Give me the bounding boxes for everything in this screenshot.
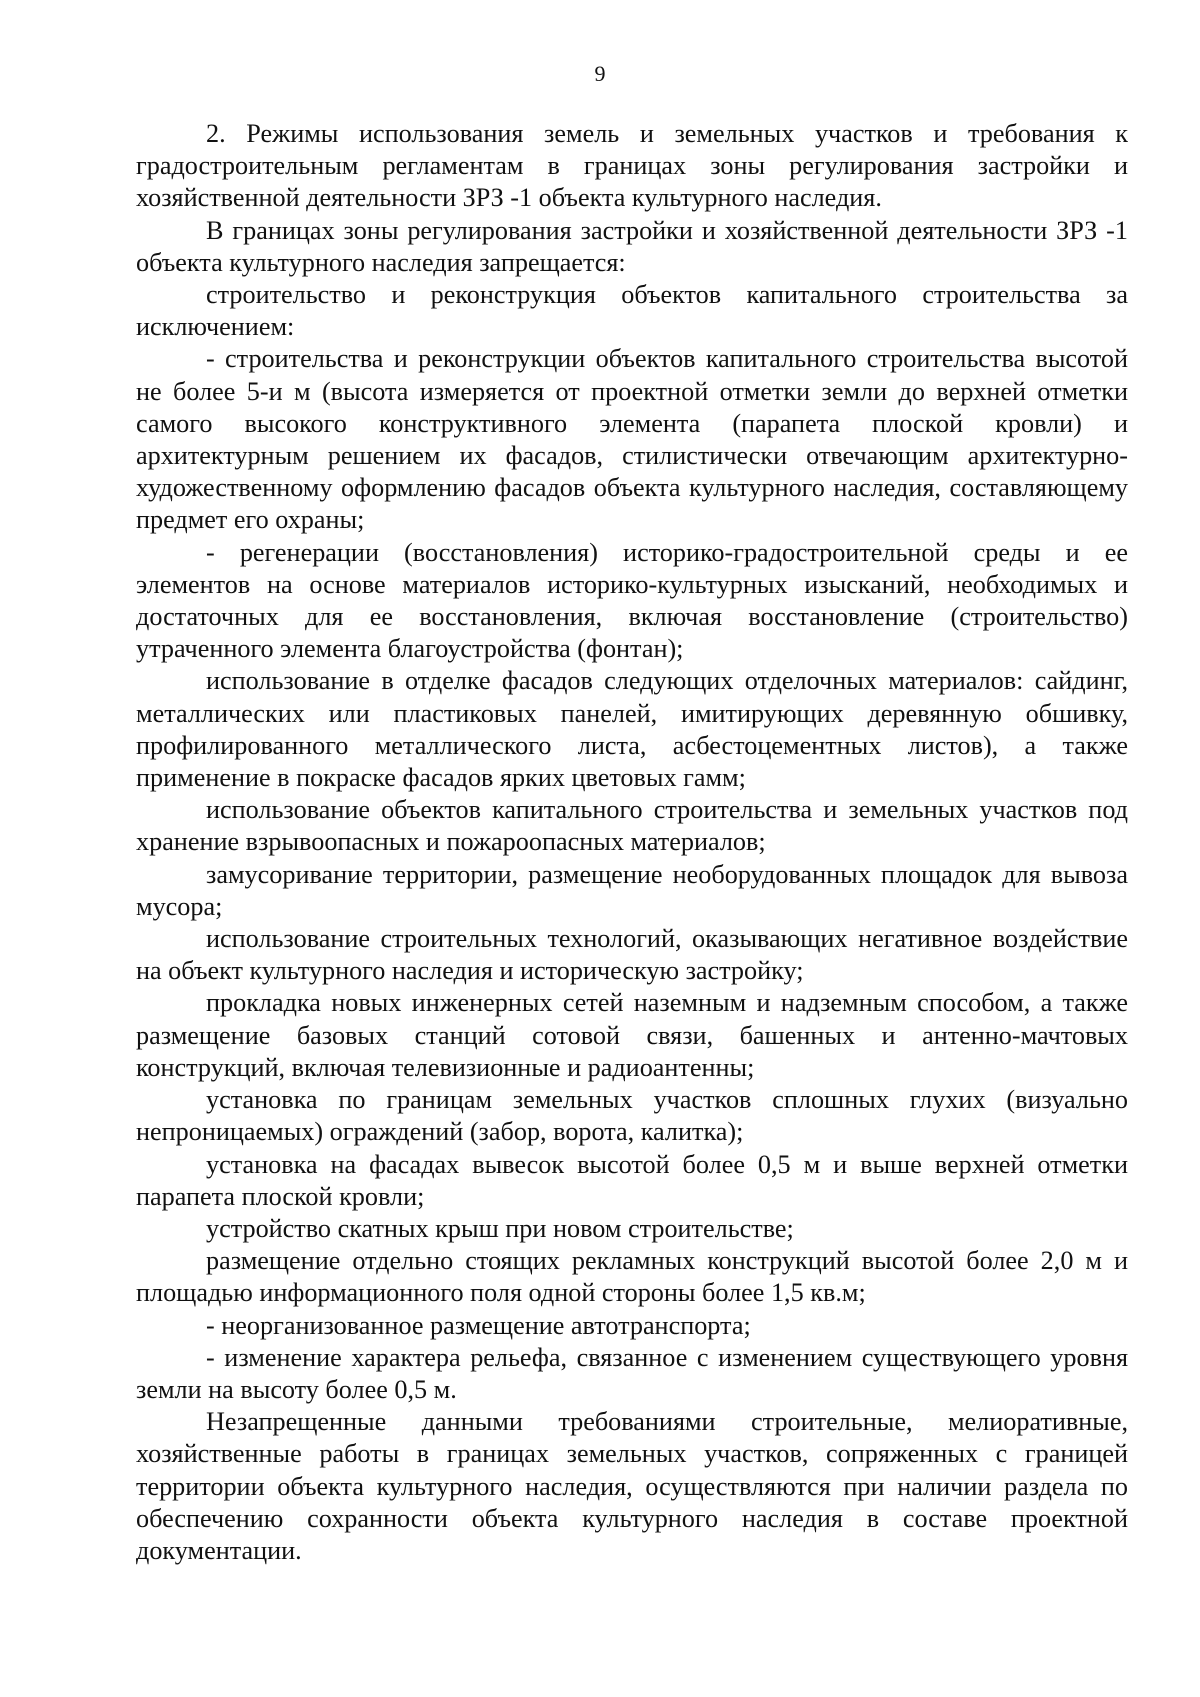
document-body (136, 118, 1128, 1567)
prohibition-item: установка на фасадах вывесок высотой более 0,5 м и выше верхней отметки парапета плоской кровли; (136, 1149, 1128, 1211)
prohibition-item: размещение отдельно стоящих рекламных конструкций высотой более 2,0 м и площадью информационного поля одной стороны более 1,5 кв.м; (136, 1246, 1128, 1308)
prohibition-item: прокладка новых инженерных сетей наземным и надземным способом, а также размещение базовых станций сотовой связи, башенных и антенно-мачтовых конструкций, включая телевизионные и радиоантенны; (136, 988, 1128, 1082)
closing-paragraph: Незапрещенные данными требованиями строительные, мелиоративные, хозяйственные работы в границах земельных участков, сопряженных с границей территории объекта культурного наследия, осуществляются при наличии раздела по обеспечению сохранности объекта культурного наследия в составе проектной документации. (136, 1407, 1128, 1565)
exception-item: - строительства и реконструкции объектов капитального строительства высотой не более 5-и м (высота измеряется от проектной отметки земли до верхней отметки самого высокого конструктивного элемента (парапета плоской кровли) и архитектурным решением их фасадов, стилистически отвечающим архитектурно-художественному оформлению фасадов объекта культурного наследия, составляющему предмет его охраны; (136, 344, 1128, 535)
body-paragraph: В границах зоны регулирования застройки и хозяйственной деятельности ЗРЗ -1 объекта культурного наследия запрещается: (136, 215, 1128, 277)
prohibition-item: - неорганизованное размещение автотранспорта; (206, 1310, 751, 1340)
prohibition-item: устройство скатных крыш при новом строительстве; (206, 1213, 794, 1243)
prohibition-item: использование в отделке фасадов следующих отделочных материалов: сайдинг, металлических или пластиковых панелей, имитирующих деревянную обшивку, профилированного металлического листа, асбестоцементных листов), а также применение в покраске фасадов ярких цветовых гамм; (136, 666, 1128, 793)
prohibition-item: использование строительных технологий, оказывающих негативное воздействие на объект культурного наследия и историческую застройку; (136, 924, 1128, 986)
section-heading-paragraph: 2. Режимы использования земель и земельных участков и требования к градостроительным регламентам в границах зоны регулирования застройки и хозяйственной деятельности ЗРЗ -1 объекта культурного наследия. (136, 119, 1128, 213)
prohibition-item: установка по границам земельных участков сплошных глухих (визуально непроницаемых) ограждений (забор, ворота, калитка); (136, 1085, 1128, 1147)
prohibition-item: замусоривание территории, размещение необорудованных площадок для вывоза мусора; (136, 859, 1128, 921)
prohibition-item: строительство и реконструкция объектов капитального строительства за исключением: (136, 280, 1128, 342)
page-number: 9 (594, 61, 606, 86)
prohibition-item: - изменение характера рельефа, связанное с изменением существующего уровня земли на высоту более 0,5 м. (136, 1342, 1128, 1404)
exception-item: - регенерации (восстановления) историко-градостроительной среды и ее элементов на основе материалов историко-культурных изысканий, необходимых и достаточных для ее восстановления, включая восстановление (строительство) утраченного элемента благоустройства (фонтан); (136, 537, 1128, 664)
prohibition-item: использование объектов капитального строительства и земельных участков под хранение взрывоопасных и пожароопасных материалов; (136, 795, 1128, 857)
